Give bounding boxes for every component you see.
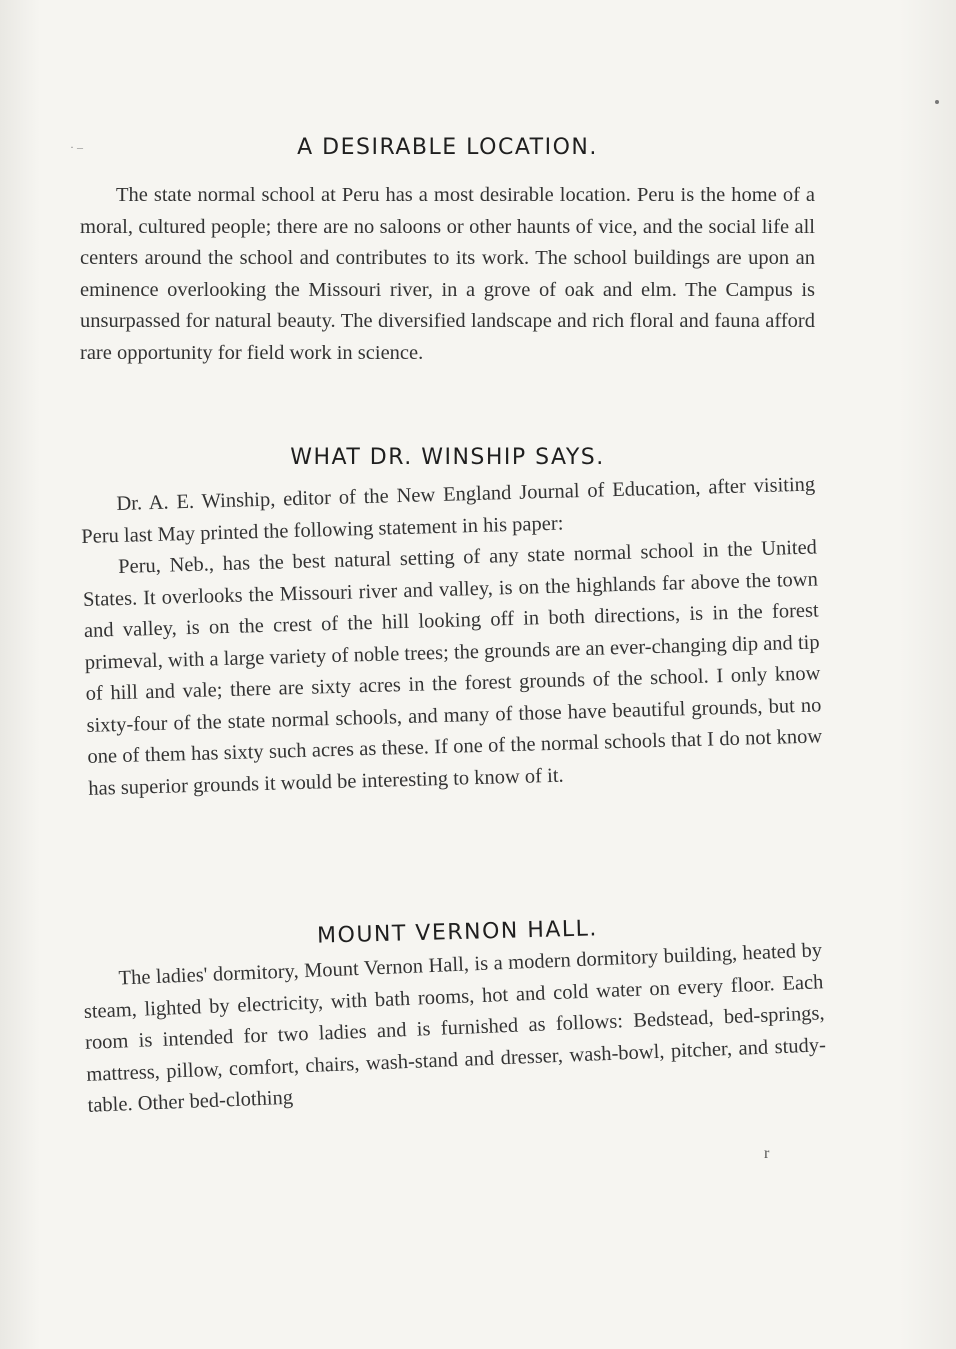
section-dr-winship-body <box>80 469 824 804</box>
section-mount-vernon-hall-body <box>82 935 828 1122</box>
quoted-statement: Peru, Neb., has the best natural setting of any state normal school in the United States. It overlooks the Missouri river and valley, is on the highlands far above the town and valley, is on the crest of the hill looking off in both directions, is in the forest primeval, with a large variety of noble trees; the grounds are an ever-changing dip and tip of hill and vale; there are sixty acres in the forest grounds of the school. I only know sixty-four of the state normal schools, and many of those have beautiful grounds, but no one of them has sixty such acres as these. If one of the normal schools that I do not know has superior grounds it would be interesting to know of it. <box>82 536 823 800</box>
heading-mount-vernon-hall: MOUNT VERNON HALL. <box>316 916 599 949</box>
margin-mark-left: · – <box>70 140 83 154</box>
paragraph: The state normal school at Peru has a most desirable location. Peru is the home of a moral, cultured people; there are no saloons or other haunts of vice, and the social life all centers around the school and contributes to its work. The school buildings are upon an eminence overlooking the Missouri river, in a grove of oak and elm. The Campus is unsurpassed for natural beauty. The diversified landscape and rich floral and fauna afford rare opportunity for field work in science. <box>80 184 815 364</box>
speck-dot <box>935 100 939 104</box>
heading-dr-winship: WHAT DR. WINSHIP SAYS. <box>290 445 605 470</box>
heading-desirable-location: A DESIRABLE LOCATION. <box>297 135 598 160</box>
section-desirable-location-body <box>80 180 815 369</box>
margin-mark-right: r <box>764 1145 770 1162</box>
paragraph: The ladies' dormitory, Mount Vernon Hall, is a modern dormitory building, heated by steam, lighted by electricity, with bath rooms, hot and cold water on every floor. Each room is intended for two ladies and is furnished as follows: Bedstead, bed-springs, mattress, pillow, comfort, chairs, wash-stand and dresser, wash-bowl, pitcher, and study-table. Other bed-clothing <box>83 939 827 1117</box>
paragraph: Dr. A. E. Winship, editor of the New England Journal of Education, after visiting Peru last May printed the following statement in his paper: <box>80 473 816 548</box>
